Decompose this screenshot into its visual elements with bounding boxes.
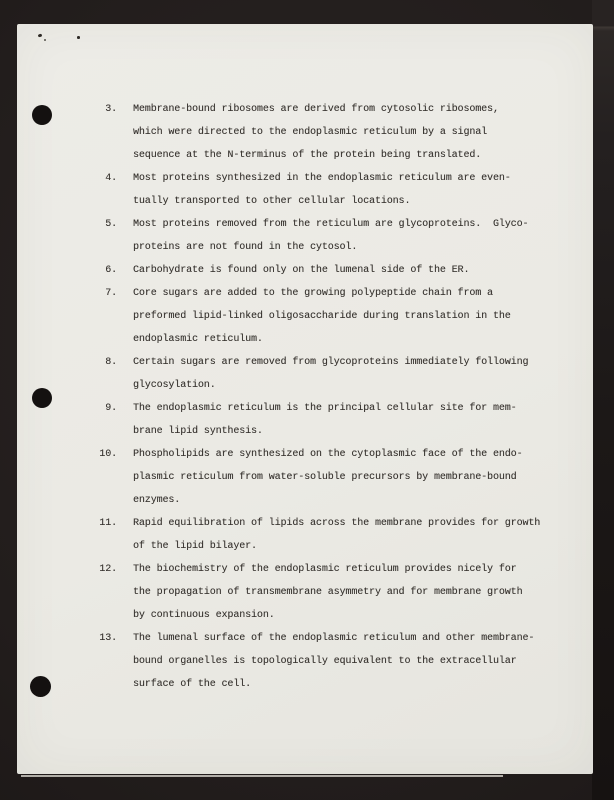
- item-number: 7.: [105, 288, 117, 299]
- scanner-background-edge: [592, 0, 614, 800]
- ink-speck: [77, 36, 80, 39]
- item-number: 4.: [105, 173, 117, 184]
- item-line: Phospholipids are synthesized on the cytoplasmic face of the endo-: [133, 449, 523, 460]
- list-item: [17, 259, 593, 282]
- item-line: proteins are not found in the cytosol.: [133, 242, 358, 253]
- item-lines: [133, 167, 593, 213]
- item-line: Rapid equilibration of lipids across the membrane provides for growth: [133, 518, 541, 529]
- item-line: glycosylation.: [133, 380, 216, 391]
- list-item: [17, 558, 593, 627]
- list-item: [17, 167, 593, 213]
- item-lines: [133, 397, 593, 443]
- item-line: surface of the cell.: [133, 679, 252, 690]
- item-line: Membrane-bound ribosomes are derived from cytosolic ribosomes,: [133, 104, 499, 115]
- item-line: enzymes.: [133, 495, 181, 506]
- list-item: [17, 443, 593, 512]
- item-line: Most proteins removed from the reticulum are glycoproteins. Glyco-: [133, 219, 529, 230]
- item-line: which were directed to the endoplasmic reticulum by a signal: [133, 127, 488, 138]
- ink-speck: [38, 33, 43, 37]
- item-line: The biochemistry of the endoplasmic reticulum provides nicely for: [133, 564, 517, 575]
- item-line: bound organelles is topologically equivalent to the extracellular: [133, 656, 517, 667]
- item-lines: [133, 98, 593, 167]
- item-line: sequence at the N-terminus of the protein being translated.: [133, 150, 482, 161]
- ink-speck: [44, 39, 46, 41]
- item-lines: [133, 627, 593, 696]
- item-line: tually transported to other cellular locations.: [133, 196, 411, 207]
- item-line: The endoplasmic reticulum is the principal cellular site for mem-: [133, 403, 517, 414]
- item-lines: [133, 351, 593, 397]
- item-lines: [133, 558, 593, 627]
- item-line: brane lipid synthesis.: [133, 426, 263, 437]
- item-line: plasmic reticulum from water-soluble precursors by membrane-bound: [133, 472, 517, 483]
- notes-list: [17, 98, 593, 696]
- list-item: [17, 351, 593, 397]
- document-page: [17, 24, 593, 774]
- item-line: of the lipid bilayer.: [133, 541, 257, 552]
- item-line: preformed lipid-linked oligosaccharide during translation in the: [133, 311, 511, 322]
- item-number: 10.: [99, 449, 117, 460]
- item-number: 8.: [105, 357, 117, 368]
- list-item: [17, 397, 593, 443]
- item-number: 12.: [99, 564, 117, 575]
- list-item: [17, 512, 593, 558]
- item-number: 5.: [105, 219, 117, 230]
- item-line: Core sugars are added to the growing polypeptide chain from a: [133, 288, 493, 299]
- list-item: [17, 213, 593, 259]
- item-number: 3.: [105, 104, 117, 115]
- item-line: by continuous expansion.: [133, 610, 275, 621]
- item-line: Most proteins synthesized in the endoplasmic reticulum are even-: [133, 173, 511, 184]
- item-lines: [133, 282, 593, 351]
- item-number: 6.: [105, 265, 117, 276]
- list-item: [17, 282, 593, 351]
- item-lines: [133, 259, 593, 282]
- list-item: [17, 98, 593, 167]
- list-item: [17, 627, 593, 696]
- item-line: Carbohydrate is found only on the lumenal side of the ER.: [133, 265, 470, 276]
- item-lines: [133, 512, 593, 558]
- item-number: 13.: [99, 633, 117, 644]
- item-line: The lumenal surface of the endoplasmic reticulum and other membrane-: [133, 633, 535, 644]
- item-line: the propagation of transmembrane asymmetry and for membrane growth: [133, 587, 523, 598]
- item-line: Certain sugars are removed from glycoproteins immediately following: [133, 357, 529, 368]
- item-number: 9.: [105, 403, 117, 414]
- item-line: endoplasmic reticulum.: [133, 334, 263, 345]
- item-number: 11.: [99, 518, 117, 529]
- item-lines: [133, 443, 593, 512]
- item-lines: [133, 213, 593, 259]
